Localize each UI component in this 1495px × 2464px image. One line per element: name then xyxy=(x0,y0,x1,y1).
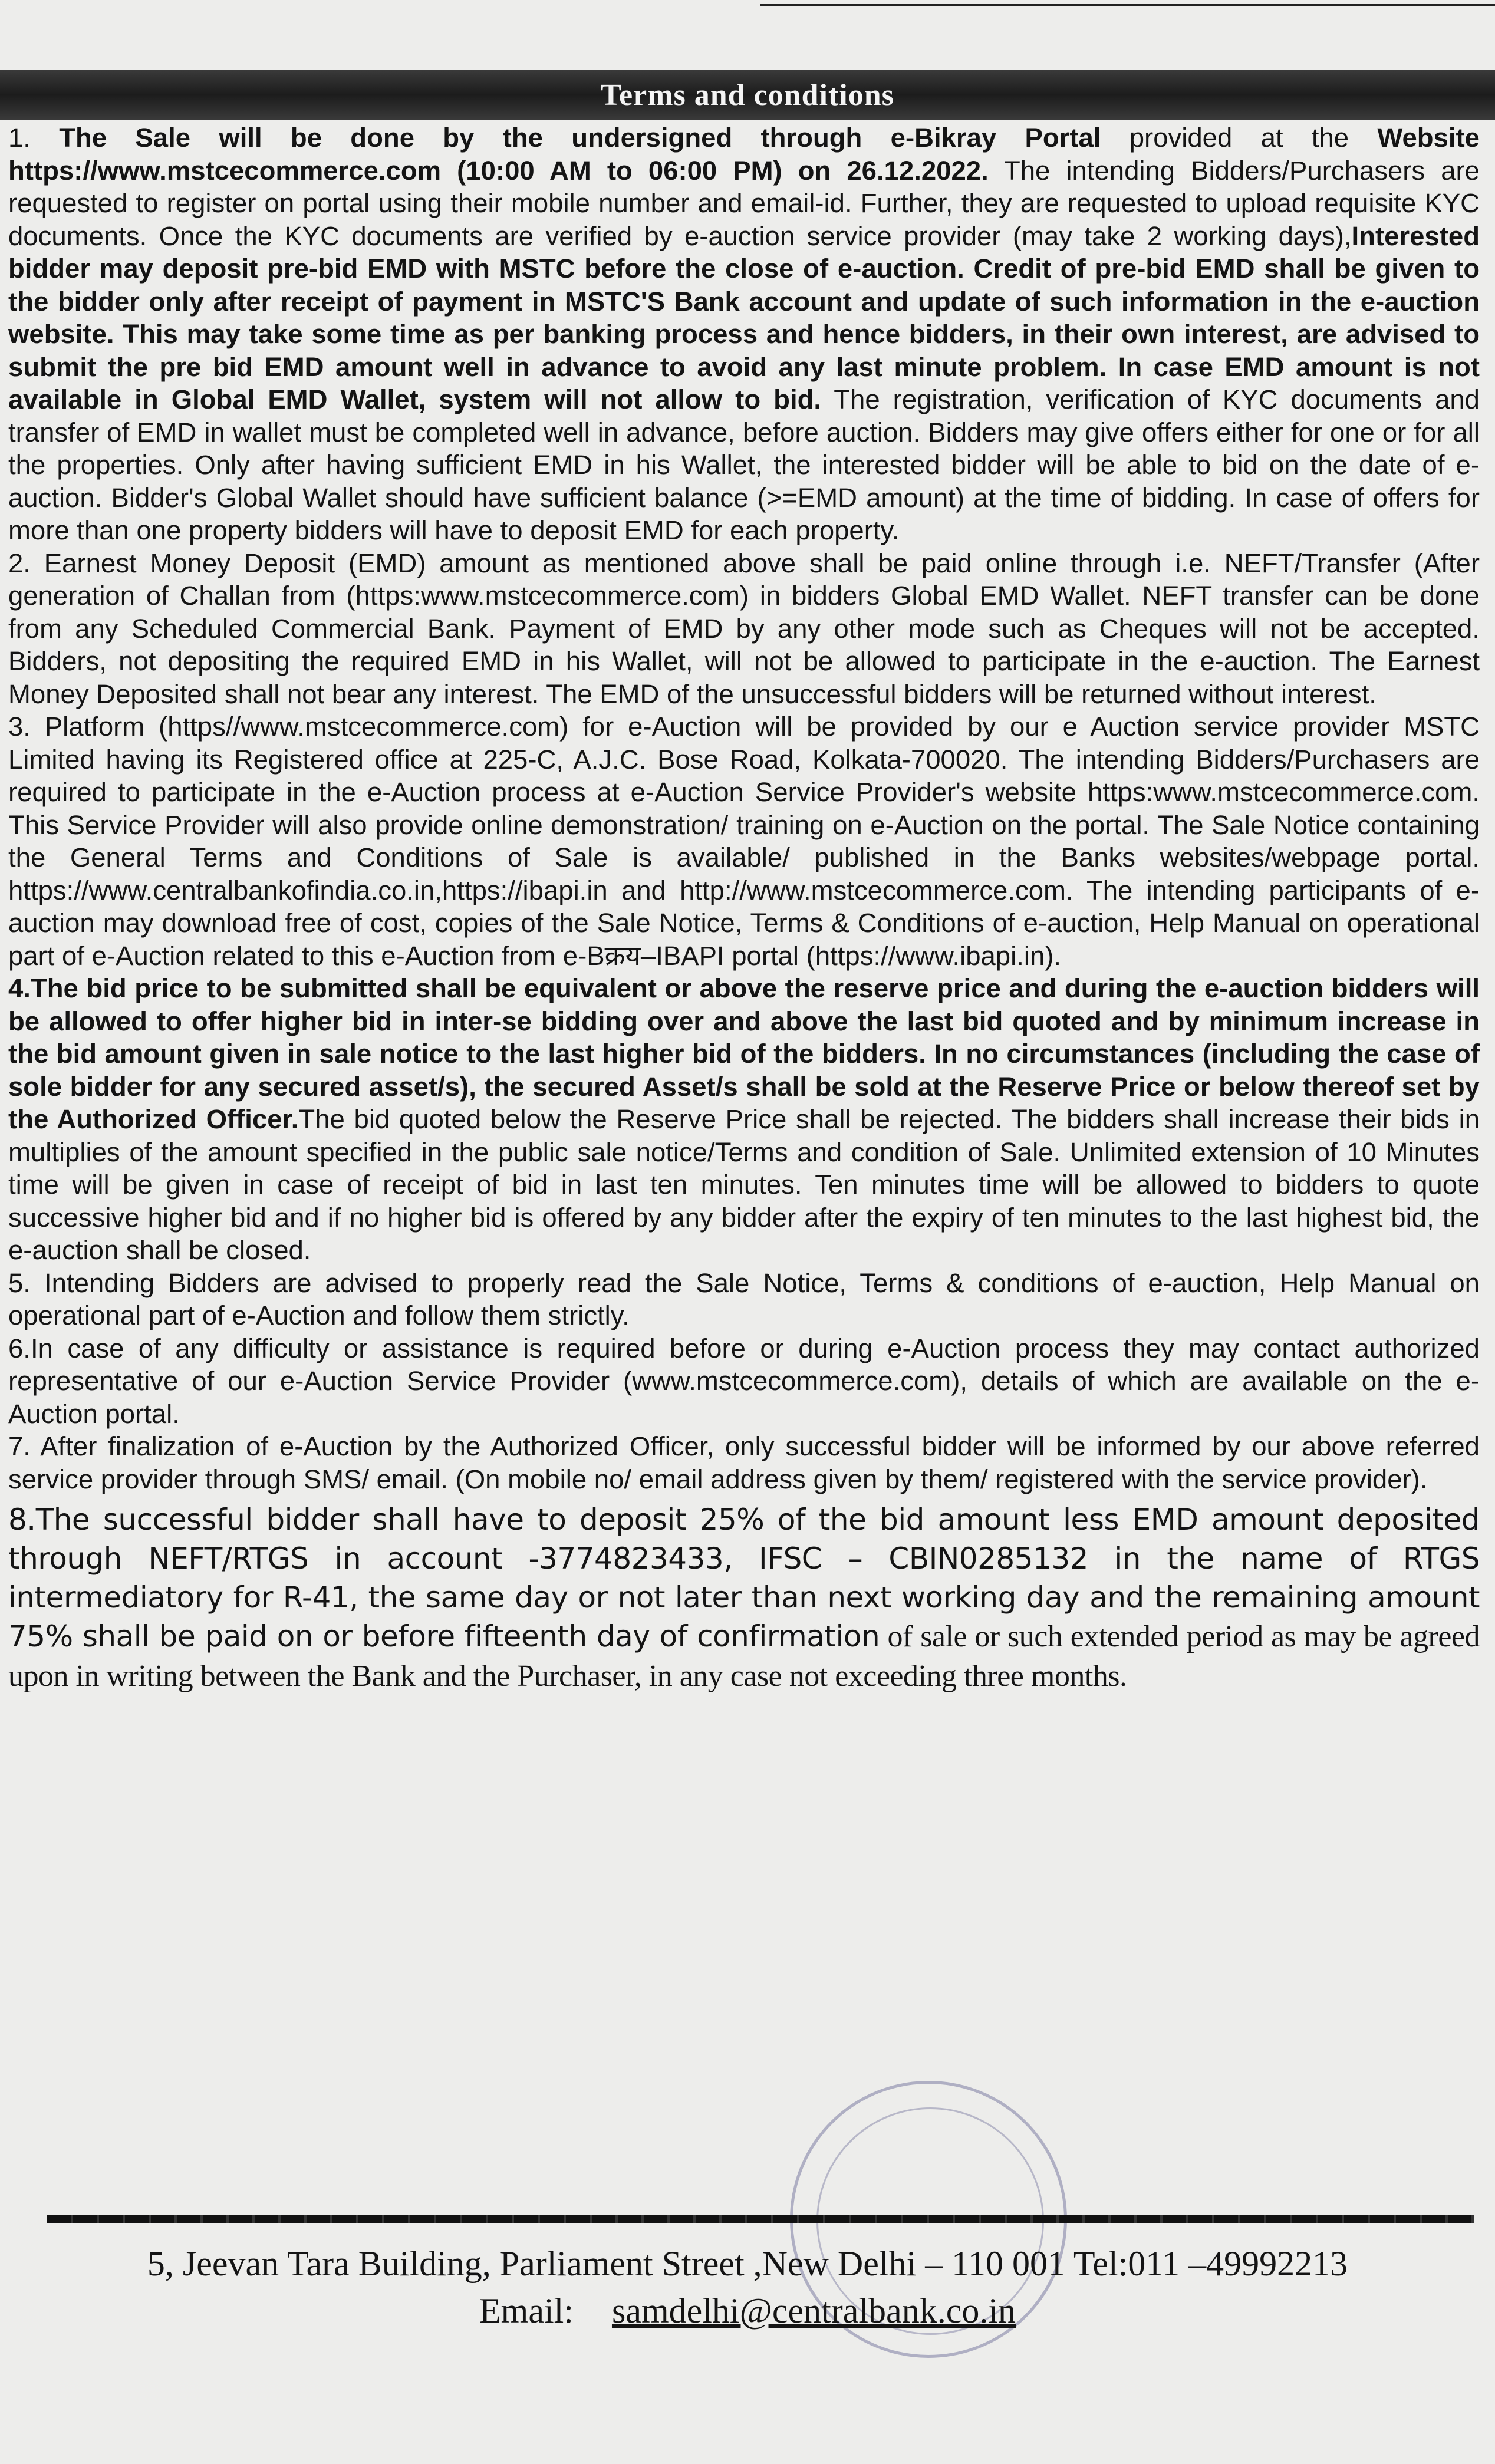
term-item-4: 4.The bid price to be submitted shall be equivalent or above the reserve price and during the e-auction bidders will be allowed to offer higher bid in inter-se bidding over and above the last bid quoted and by minimum increase in the bid amount given in sale notice to the last higher bid of the bidders. In no circumstances (including the case of sole bidder for any secured asset/s), the secured Asset/s shall be sold at the Reserve Price or below thereof set by the Authorized Officer.The bid quoted below the Reserve Price shall be rejected. The bidders shall increase their bids in multiplies of the amount specified in the public sale notice/Terms and condition of Sale. Unlimited extension of 10 Minutes time will be given in case of receipt of bid in last ten minutes. Ten minutes time will be allowed to bidders to quote successive higher bid and if no higher bid is offered by any bidder after the expiry of ten minutes to the last highest bid, the e-auction shall be closed. xyxy=(8,973,1480,1265)
section-title: Terms and conditions xyxy=(601,78,894,112)
terms-body xyxy=(8,121,1480,2196)
footer-divider xyxy=(47,2215,1474,2223)
section-header xyxy=(0,70,1495,120)
footer-address: 5, Jeevan Tara Building, Parliament Street ,New Delhi – 110 001 Tel:011 –49992213 xyxy=(147,2244,1348,2283)
term-item-1: 1. The Sale will be done by the undersigned through e-Bikray Portal provided at the Website https://www.mstcecommerce.com (10:00 AM to 06:00 PM) on 26.12.2022. The intending Bidders/Purchasers are requested to register on portal using their mobile number and email-id. Further, they are requested to upload requisite KYC documents. Once the KYC documents are verified by e-auction service provider (may take 2 working days),Interested bidder may deposit pre-bid EMD with MSTC before the close of e-auction. Credit of pre-bid EMD shall be given to the bidder only after receipt of payment in MSTC'S Bank account and update of such information in the e-auction website. This may take some time as per banking process and hence bidders, in their own interest, are advised to submit the pre bid EMD amount well in advance to avoid any last minute problem. In case EMD amount is not available in Global EMD Wallet, system will not allow to bid. The registration, verification of KYC documents and transfer of EMD in wallet must be completed well in advance, before auction. Bidders may give offers either for one or for all the properties. Only after having sufficient EMD in his Wallet, the interested bidder will be able to bid on the date of e-auction. Bidder's Global Wallet should have sufficient balance (>=EMD amount) at the time of bidding. In case of offers for more than one property bidders will have to deposit EMD for each property. xyxy=(8,123,1480,545)
top-divider xyxy=(760,4,1495,6)
term-item-7: 7. After finalization of e-Auction by the Authorized Officer, only successful bidder will be informed by our above referred service provider through SMS/ email. (On mobile no/ email address given by them/ registered with the service provider). xyxy=(8,1431,1480,1494)
term-item-2: 2. Earnest Money Deposit (EMD) amount as mentioned above shall be paid online through i.e. NEFT/Transfer (After generation of Challan from (https:www.mstcecommerce.com) in bidders Global EMD Wallet. NEFT transfer can be done from any Scheduled Commercial Bank. Payment of EMD by any other mode such as Cheques will not be accepted. Bidders, not depositing the required EMD in his Wallet, will not be allowed to participate in the e-auction. The Earnest Money Deposited shall not bear any interest. The EMD of the unsuccessful bidders will be returned without interest. xyxy=(8,548,1480,709)
term-item-6: 6.In case of any difficulty or assistance is required before or during e-Auction process they may contact authorized representative of our e-Auction Service Provider (www.mstcecommerce.com), details of which are available on the e-Auction portal. xyxy=(8,1333,1480,1429)
term-item-8: 8.The successful bidder shall have to deposit 25% of the bid amount less EMD amount deposited through NEFT/RTGS in account -3774823433, IFSC – CBIN0285132 in the name of RTGS intermediatory for R-41, the same day or not later than next working day and the remaining amount 75% shall be paid on or before fifteenth day of confirmation of sale or such extended period as may be agreed upon in writing between the Bank and the Purchaser, in any case not exceeding three months. xyxy=(8,1503,1480,1693)
footer-email-line xyxy=(0,2287,1495,2334)
email-link[interactable]: samdelhi@centralbank.co.in xyxy=(611,2291,1016,2330)
term-item-3: 3. Platform (https//www.mstcecommerce.com) for e-Auction will be provided by our e Auction service provider MSTC Limited having its Registered office at 225-C, A.J.C. Bose Road, Kolkata-700020. The intending Bidders/Purchasers are required to participate in the e-Auction process at e-Auction Service Provider's website https:www.mstcecommerce.com. This Service Provider will also provide online demonstration/ training on e-Auction on the portal. The Sale Notice containing the General Terms and Conditions of Sale is available/ published in the Banks websites/webpage portal. https://www.centralbankofindia.co.in,https://ibapi.in and http://www.mstcecommerce.com. The intending participants of e- auction may download free of cost, copies of the Sale Notice, Terms & Conditions of e-auction, Help Manual on operational part of e-Auction related to this e-Auction from e-Bक्रय–IBAPI portal (https://www.ibapi.in). xyxy=(8,711,1480,971)
email-label: Email: xyxy=(479,2291,574,2330)
term-item-5: 5. Intending Bidders are advised to properly read the Sale Notice, Terms & conditions of e-auction, Help Manual on operational part of e-Auction and follow them strictly. xyxy=(8,1267,1480,1330)
